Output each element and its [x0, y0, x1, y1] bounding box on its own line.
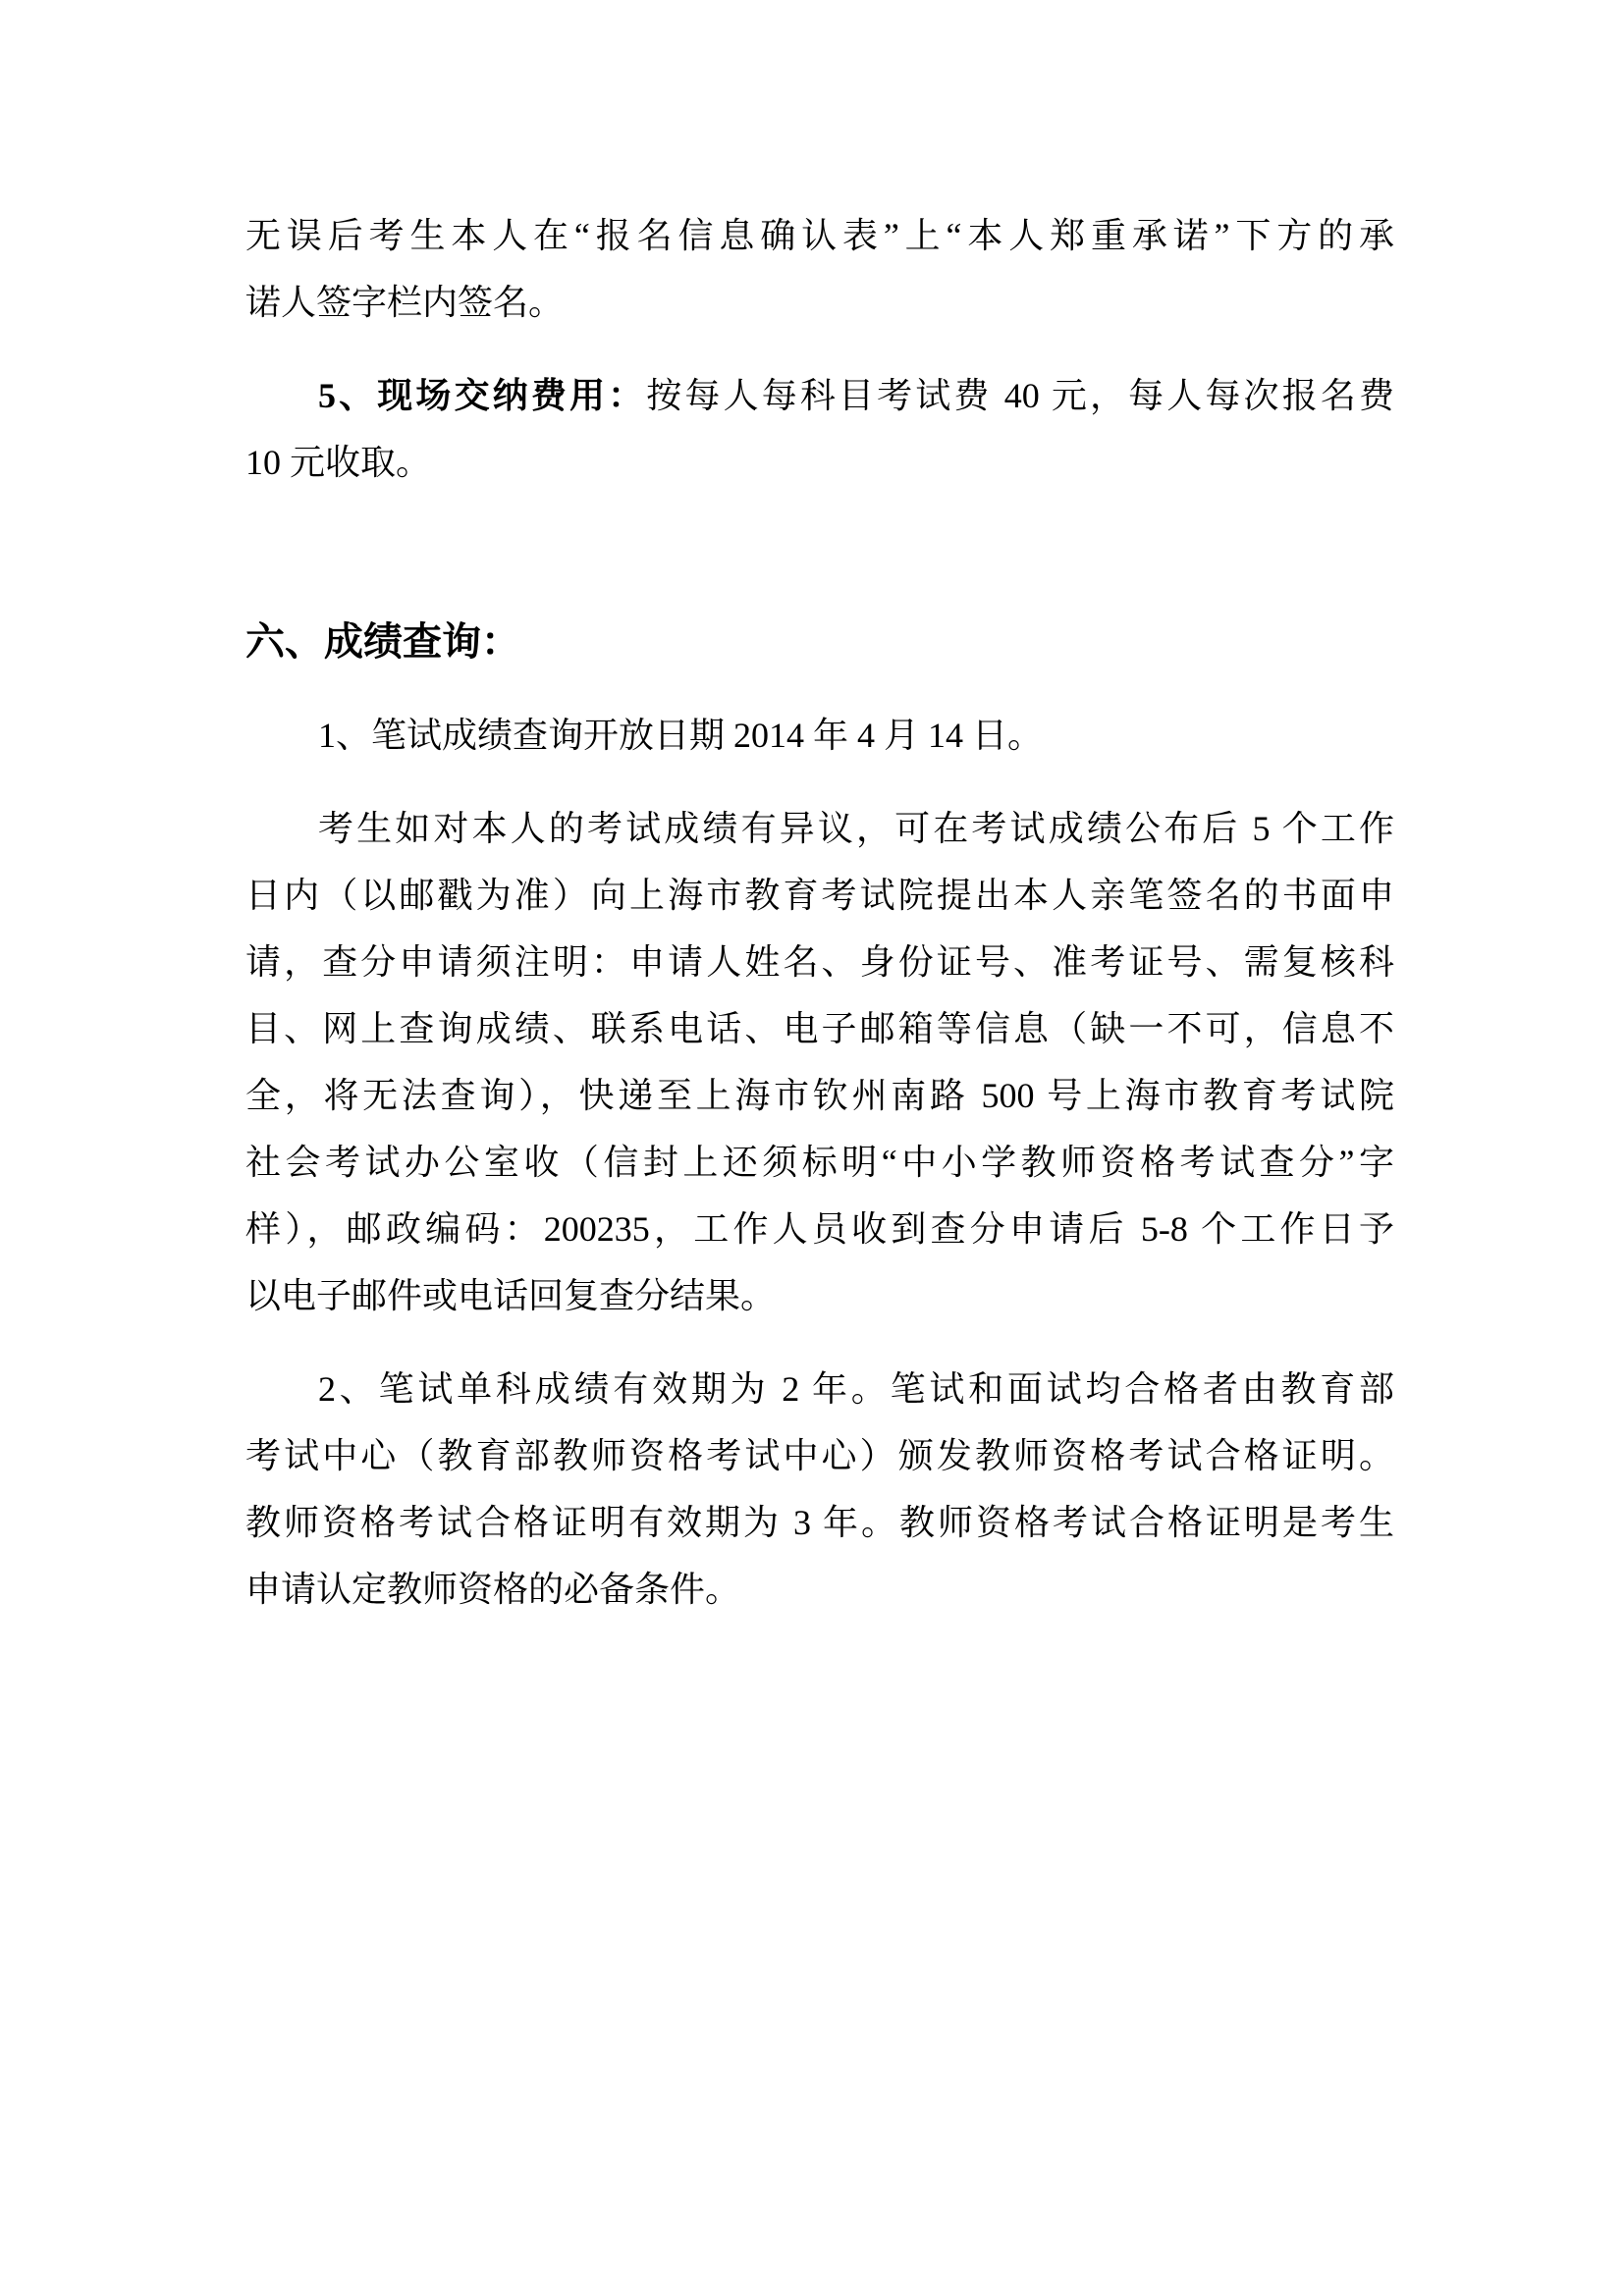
- paragraph-score-open-date: [245, 702, 1394, 769]
- text-line: 1、笔试成绩查询开放日期 2014 年 4 月 14 日。: [318, 716, 1044, 755]
- text-line: 社会考试办公室收（信封上还须标明“中小学教师资格考试查分”字: [245, 1143, 1394, 1182]
- fee-line-rest: 按每人每科目考试费 40 元，每人每次报名费: [646, 376, 1394, 415]
- text-line: 样），邮政编码：200235，工作人员收到查分申请后 5-8 个工作日予: [245, 1209, 1394, 1249]
- paragraph-signature-continuation: [245, 202, 1394, 336]
- text-line: 2、笔试单科成绩有效期为 2 年。笔试和面试均合格者由教育部: [318, 1369, 1394, 1409]
- text-line: 日内（以邮戳为准）向上海市教育考试院提出本人亲笔签名的书面申: [245, 876, 1394, 915]
- text-line: 申请认定教师资格的必备条件。: [245, 1570, 741, 1609]
- text-line: 全，将无法查询），快递至上海市钦州南路 500 号上海市教育考试院: [245, 1076, 1394, 1115]
- text-line: 无误后考生本人在“报名信息确认表”上“本人郑重承诺”下方的承: [245, 216, 1394, 255]
- section-heading-score-inquiry: 六、成绩查询：: [245, 619, 520, 664]
- text-line: 以电子邮件或电话回复查分结果。: [245, 1276, 777, 1315]
- text-line: 10 元收取。: [245, 443, 432, 482]
- fee-bold-label: 5、现场交纳费用：: [318, 376, 647, 415]
- paragraph-onsite-fee: [245, 362, 1394, 496]
- text-line: 考试中心（教育部教师资格考试中心）颁发教师资格考试合格证明。: [245, 1436, 1394, 1475]
- text-line: [245, 362, 1394, 429]
- paragraph-score-validity: [245, 1356, 1394, 1623]
- document-content: [245, 202, 1394, 1649]
- text-line: 请，查分申请须注明：申请人姓名、身份证号、准考证号、需复核科: [245, 942, 1394, 982]
- paragraph-score-review: [245, 795, 1394, 1329]
- text-line: 诺人签字栏内签名。: [245, 283, 565, 322]
- text-line: 考生如对本人的考试成绩有异议，可在考试成绩公布后 5 个工作: [318, 809, 1394, 848]
- text-line: 教师资格考试合格证明有效期为 3 年。教师资格考试合格证明是考生: [245, 1503, 1394, 1542]
- text-line: 目、网上查询成绩、联系电话、电子邮箱等信息（缺一不可，信息不: [245, 1009, 1394, 1048]
